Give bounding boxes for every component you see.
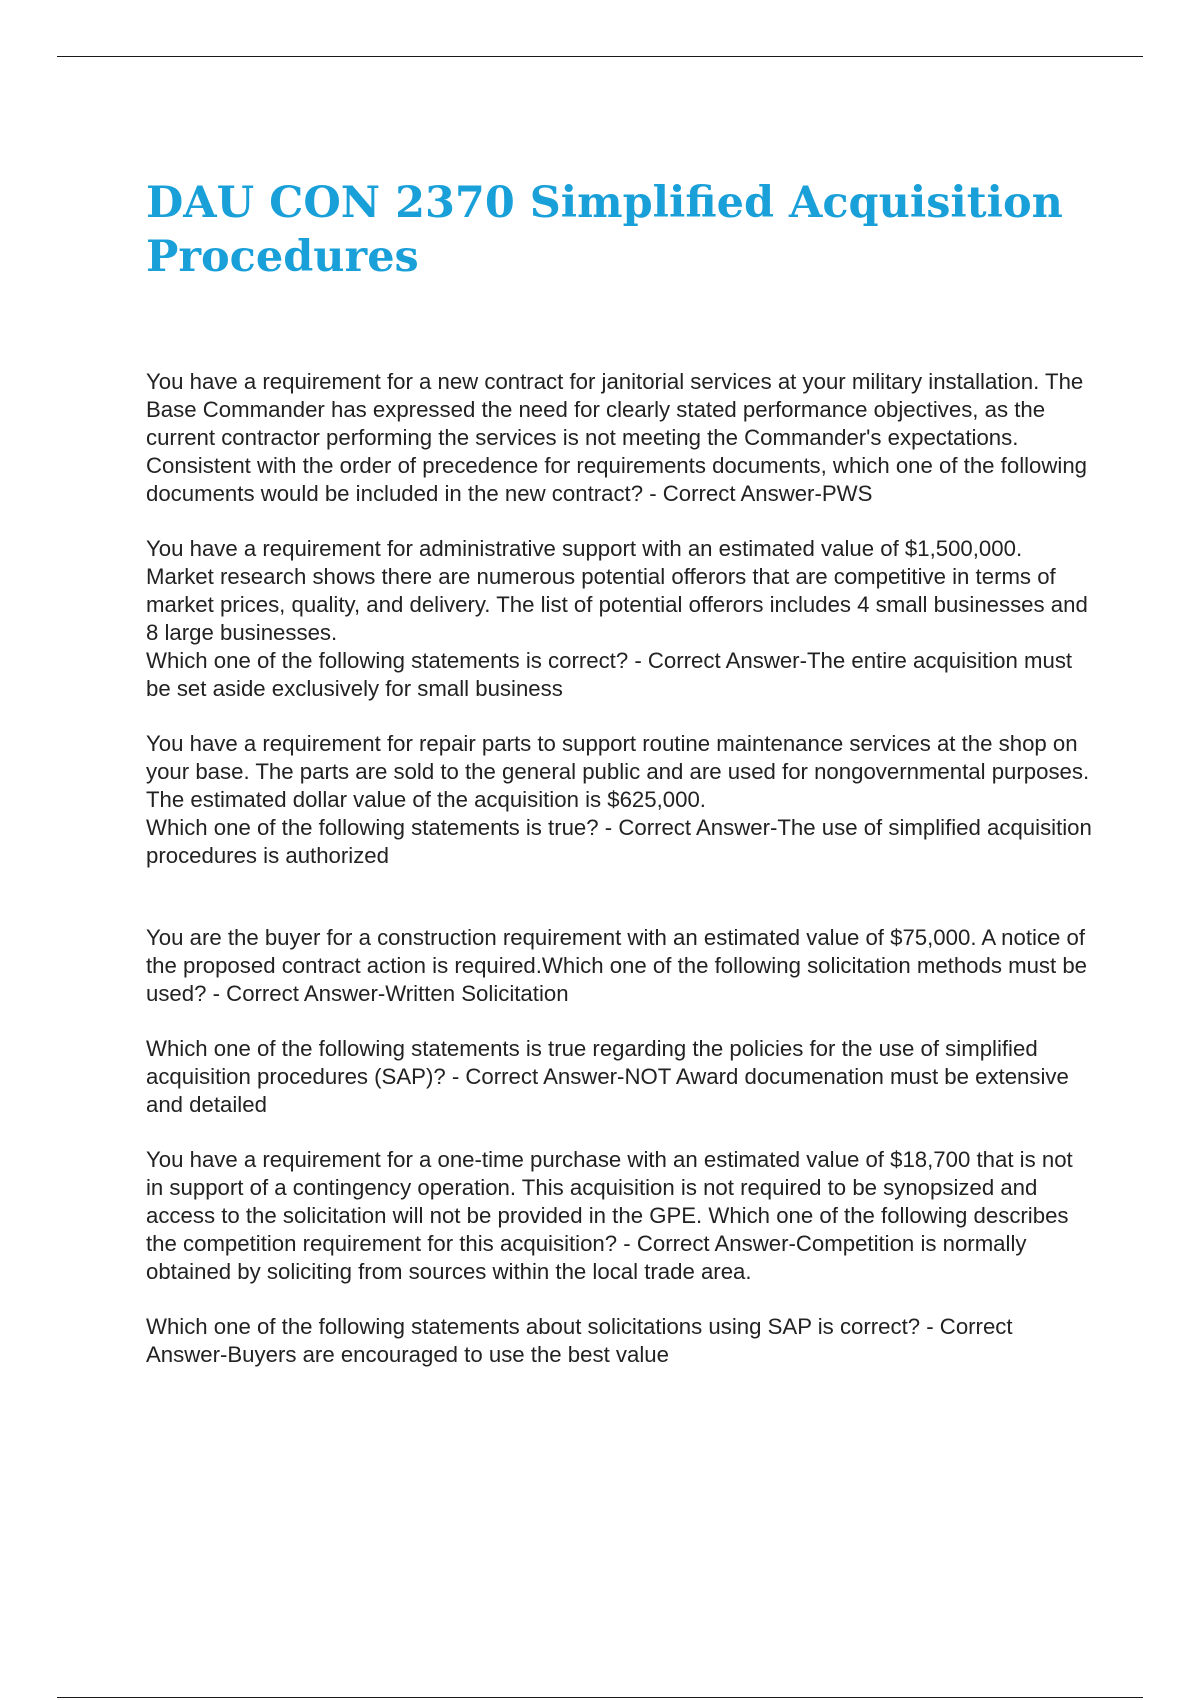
question-prompt-answer: You have a requirement for a one-time purchase with an estimated value of $18,700 that is not in support of a contingency operation. This acquisition is not required to be synopsized and access to the solicitation will not be provided in the GPE. Which one of the following describes the competition requirement for this acquisition? - Correct Answer-Competition is normally obtained by soliciting from sources within the local trade area. [146, 1147, 1073, 1284]
question-item [146, 1146, 1096, 1286]
top-rule [57, 56, 1143, 57]
question-item [146, 368, 1096, 508]
question-prompt-answer: You are the buyer for a construction requirement with an estimated value of $75,000. A notice of the proposed contract action is required.Which one of the following solicitation methods must be used? - Correct Answer-Written Solicitation [146, 925, 1088, 1006]
bottom-rule [57, 1697, 1143, 1698]
question-prompt-answer: Which one of the following statements about solicitations using SAP is correct? - Correct Answer-Buyers are encouraged to use the best value [146, 1314, 1013, 1367]
question-item [146, 535, 1096, 703]
title-line-2: Procedures [146, 232, 419, 282]
question-prompt-answer: Which one of the following statements is true? - Correct Answer-The use of simplified acquisition procedures is authorized [146, 815, 1092, 868]
question-text: You have a requirement for a new contract for janitorial services at your military installation. The Base Commander has expressed the need for clearly stated performance objectives, as the current contractor performing the services is not meeting the Commander's expectations. [146, 369, 1084, 450]
question-prompt-answer: Which one of the following statements is correct? - Correct Answer-The entire acquisition must be set aside exclusively for small business [146, 648, 1073, 701]
document-title [146, 176, 1126, 284]
title-line-1: DAU CON 2370 Simplified Acquisition [146, 178, 1063, 228]
question-text: You have a requirement for administrative support with an estimated value of $1,500,000. Market research shows there are numerous potential offerors that are competitive in terms of market prices, quality, and delivery. The list of potential offerors includes 4 small businesses and 8 large businesses. [146, 536, 1088, 645]
question-text: You have a requirement for repair parts to support routine maintenance services at the shop on your base. The parts are sold to the general public and are used for nongovernmental purposes. The estimated dollar value of the acquisition is $625,000. [146, 731, 1090, 812]
question-list [146, 368, 1096, 1396]
question-item [146, 1313, 1096, 1369]
question-item [146, 730, 1096, 870]
question-item [146, 1035, 1096, 1119]
question-prompt-answer: Consistent with the order of precedence for requirements documents, which one of the following documents would be included in the new contract? - Correct Answer-PWS [146, 453, 1088, 506]
question-prompt-answer: Which one of the following statements is true regarding the policies for the use of simplified acquisition procedures (SAP)? - Correct Answer-NOT Award documenation must be extensive and detailed [146, 1036, 1069, 1117]
question-item [146, 924, 1096, 1008]
